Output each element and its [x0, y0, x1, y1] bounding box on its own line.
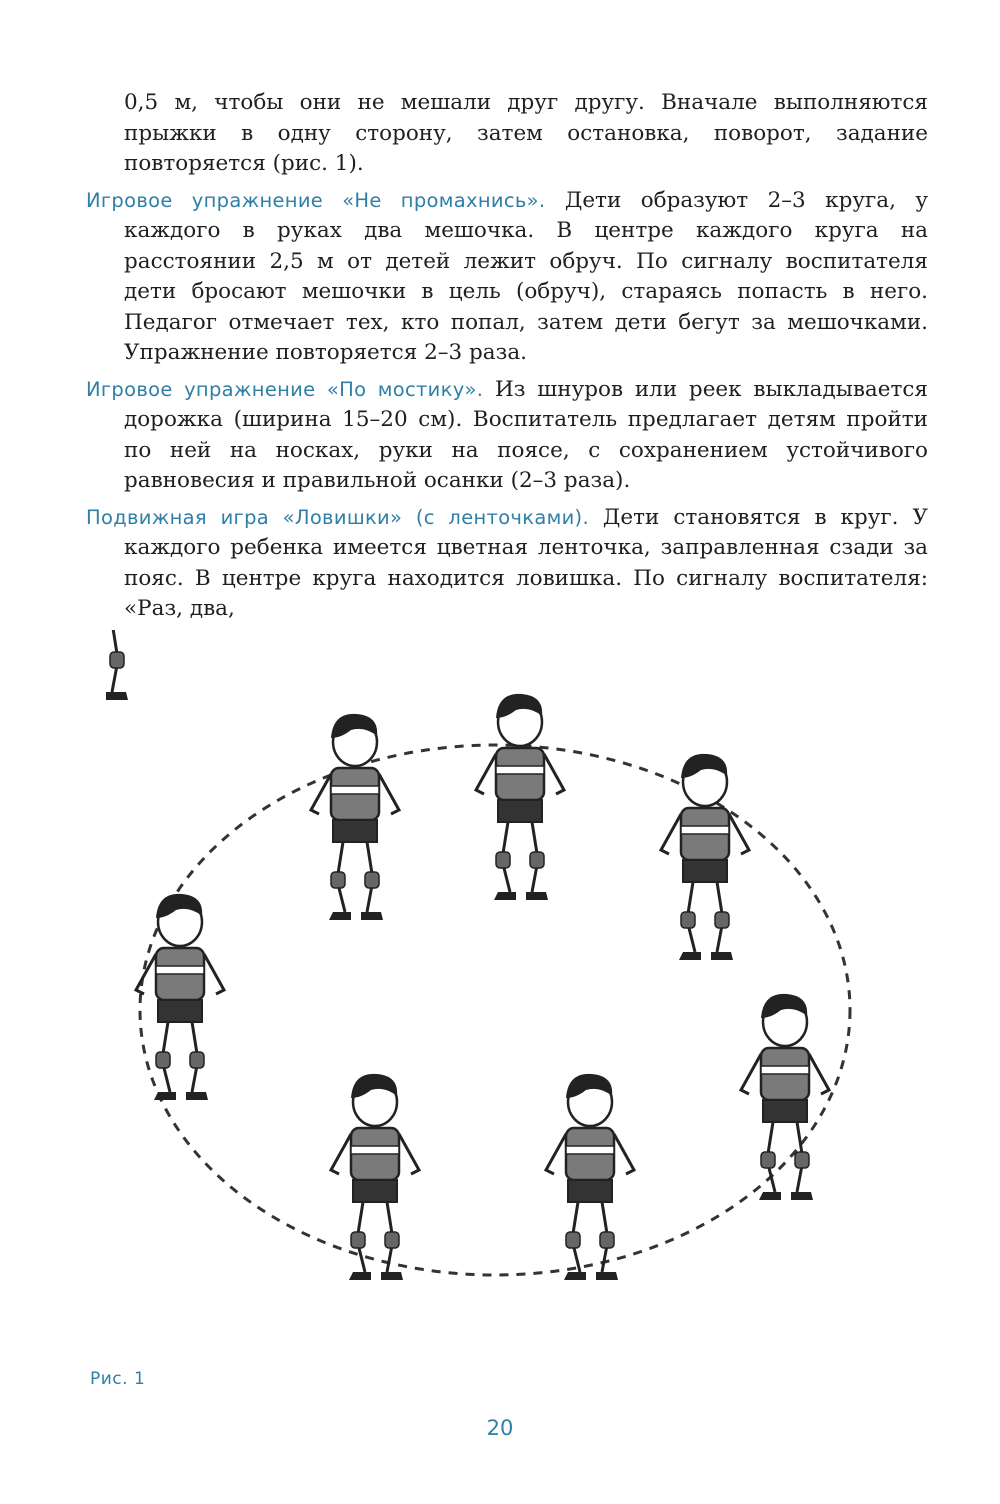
paragraph-intro	[86, 88, 928, 180]
paragraph-text: Дети образуют 2–3 круга, у каждого в руках два мешочка. В центре каждого круга на расстоянии 2,5 м от детей лежит обруч. По сигналу воспитателя дети бросают мешочки в цель (обруч), стараясь попасть в него. Педагог отмечает тех, кто попал, затем дети бегут за мешочками. Упражнение повторяется 2–3 раза.	[124, 187, 928, 365]
paragraph-text: 0,5 м, чтобы они не мешали друг другу. Вначале выполняются прыжки в одну сторону, затем остановка, поворот, задание повторяется (рис. 1).	[124, 90, 928, 176]
body-text	[86, 88, 928, 631]
paragraph-lovishki	[86, 503, 928, 625]
figure-children-circle	[100, 630, 900, 1370]
child-figure-top-left	[311, 714, 399, 920]
paragraph-heading: Игровое упражнение «По мостику».	[86, 377, 484, 401]
paragraph-ne-promakhnis	[86, 186, 928, 369]
child-figure-top	[476, 694, 564, 900]
paragraph-text: Из шнуров или реек выкладывается дорожка (ширина 15–20 см). Воспитатель предлагает детям пройти по ней на носках, руки на поясе, с сохранением устойчивого равновесия и правильной осанки (2–3 раза).	[124, 376, 928, 493]
child-figure-bottom-left	[331, 1074, 419, 1280]
children-circle-illustration	[100, 630, 900, 1370]
dashed-circle	[140, 745, 850, 1275]
child-figure-right	[741, 994, 829, 1200]
paragraph-heading: Игровое упражнение «Не промахнись».	[86, 188, 546, 212]
child-figure-bottom-right	[546, 1074, 634, 1280]
paragraph-text: Дети становятся в круг. У каждого ребенка имеется цветная ленточка, заправленная сзади за пояс. В центре круга находится ловишка. По сигналу воспитателя: «Раз, два,	[124, 504, 928, 621]
page-number: 20	[486, 1416, 514, 1440]
paragraph-heading: Подвижная игра «Ловишки» (с ленточками).	[86, 505, 589, 529]
child-figure-top-right	[661, 754, 749, 960]
child-figure	[100, 630, 144, 700]
paragraph-po-mostiku	[86, 375, 928, 497]
figure-caption: Рис. 1	[90, 1369, 146, 1389]
